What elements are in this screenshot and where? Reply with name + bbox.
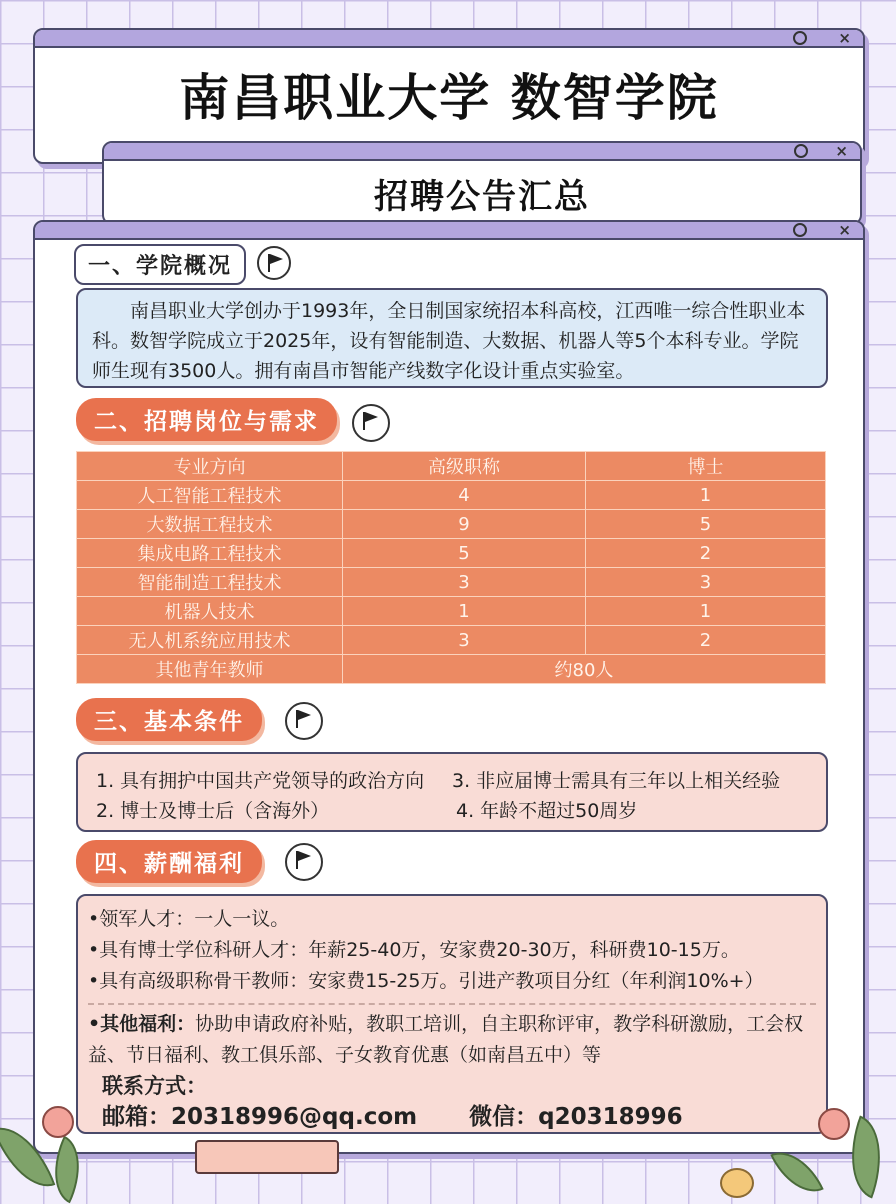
subtitle-window-bar — [104, 143, 860, 161]
table-header-cell: 高级职称 — [343, 452, 586, 481]
table-cell: 5 — [586, 510, 826, 539]
condition-item: 3. 非应届博士需具有三年以上相关经验 — [452, 770, 781, 792]
subtitle-window — [102, 141, 862, 225]
benefits-content — [78, 896, 826, 1133]
table-cell: 2 — [586, 539, 826, 568]
divider — [88, 1003, 816, 1005]
table-cell: 4 — [343, 481, 586, 510]
table-cell: 集成电路工程技术 — [77, 539, 343, 568]
table-header-row — [77, 452, 826, 481]
flag-icon — [352, 404, 390, 442]
table-cell: 1 — [586, 481, 826, 510]
table-cell: 无人机系统应用技术 — [77, 626, 343, 655]
table-row — [77, 539, 826, 568]
contact-label-text: 联系方式： — [102, 1074, 207, 1098]
book-decoration — [195, 1140, 339, 1174]
email-label: 邮箱： — [102, 1104, 171, 1130]
page-subtitle: 招聘公告汇总 — [374, 177, 590, 217]
flag-icon — [285, 843, 323, 881]
table-cell: 3 — [343, 626, 586, 655]
table-cell: 人工智能工程技术 — [77, 481, 343, 510]
flower-decoration — [720, 1168, 754, 1198]
table-cell: 大数据工程技术 — [77, 510, 343, 539]
other-benefits — [88, 1009, 816, 1071]
email-value[interactable]: 20318996@qq.com — [171, 1104, 418, 1130]
table-cell: 其他青年教师 — [77, 655, 343, 684]
minimize-icon[interactable] — [793, 31, 807, 45]
conditions-box — [76, 752, 828, 832]
section-benefits-label: 四、薪酬福利 — [76, 840, 262, 883]
condition-item: 2. 博士及博士后（含海外） — [96, 800, 330, 822]
other-benefits-text: 协助申请政府补贴，教职工培训，自主职称评审，教学科研激励，工会权益、节日福利、教工俱乐部、子女教育优惠（如南昌五中）等 — [88, 1013, 804, 1066]
benefit-item: •领军人才：一人一议。 — [88, 908, 290, 930]
section-conditions-label: 三、基本条件 — [76, 698, 262, 741]
table-row — [77, 626, 826, 655]
close-icon[interactable]: × — [835, 142, 848, 160]
flower-decoration — [42, 1106, 74, 1138]
benefit-item: •具有高级职称骨干教师：安家费15-25万。引进产教项目分红（年利润10%+） — [88, 970, 764, 992]
table-cell: 智能制造工程技术 — [77, 568, 343, 597]
condition-item: 1. 具有拥护中国共产党领导的政治方向 — [96, 770, 425, 792]
table-row — [77, 597, 826, 626]
table-cell: 3 — [343, 568, 586, 597]
title-window-bar — [35, 30, 863, 48]
table-row — [77, 655, 826, 684]
other-benefits-label: •其他福利： — [88, 1013, 196, 1035]
table-cell: 1 — [343, 597, 586, 626]
table-row — [77, 481, 826, 510]
wechat-value[interactable]: q20318996 — [538, 1104, 683, 1130]
table-cell: 5 — [343, 539, 586, 568]
table-cell: 机器人技术 — [77, 597, 343, 626]
positions-table — [76, 451, 826, 684]
main-window-bar — [35, 222, 863, 240]
flag-icon — [257, 246, 291, 280]
contact-line — [88, 1102, 816, 1133]
table-row — [77, 510, 826, 539]
close-icon[interactable]: × — [838, 29, 851, 47]
condition-item: 4. 年龄不超过50周岁 — [456, 800, 638, 822]
minimize-icon[interactable] — [793, 223, 807, 237]
overview-box — [76, 288, 828, 388]
benefit-item: •具有博士学位科研人才：年薪25-40万，安家费20-30万，科研费10-15万。 — [88, 939, 740, 961]
table-cell: 3 — [586, 568, 826, 597]
table-header-cell: 专业方向 — [77, 452, 343, 481]
page-title: 南昌职业大学 数智学院 — [179, 69, 719, 127]
section-positions-label: 二、招聘岗位与需求 — [76, 398, 337, 441]
benefits-box — [76, 894, 828, 1134]
minimize-icon[interactable] — [794, 144, 808, 158]
close-icon[interactable]: × — [838, 221, 851, 239]
wechat-label: 微信： — [469, 1104, 539, 1130]
table-header-cell: 博士 — [586, 452, 826, 481]
table-cell: 1 — [586, 597, 826, 626]
flower-decoration — [818, 1108, 850, 1140]
table-cell: 2 — [586, 626, 826, 655]
section-overview-label: 一、学院概况 — [74, 244, 246, 285]
table-row — [77, 568, 826, 597]
flag-icon — [285, 702, 323, 740]
overview-text: 南昌职业大学创办于1993年，全日制国家统招本科高校，江西唯一综合性职业本科。数智学院成立于2025年，设有智能制造、大数据、机器人等5个本科专业。学院师生现有3500人。拥有南昌市智能产线数字化设计重点实验室。 — [92, 300, 806, 382]
table-cell: 约80人 — [343, 655, 826, 684]
table-cell: 9 — [343, 510, 586, 539]
contact-label — [88, 1071, 816, 1102]
